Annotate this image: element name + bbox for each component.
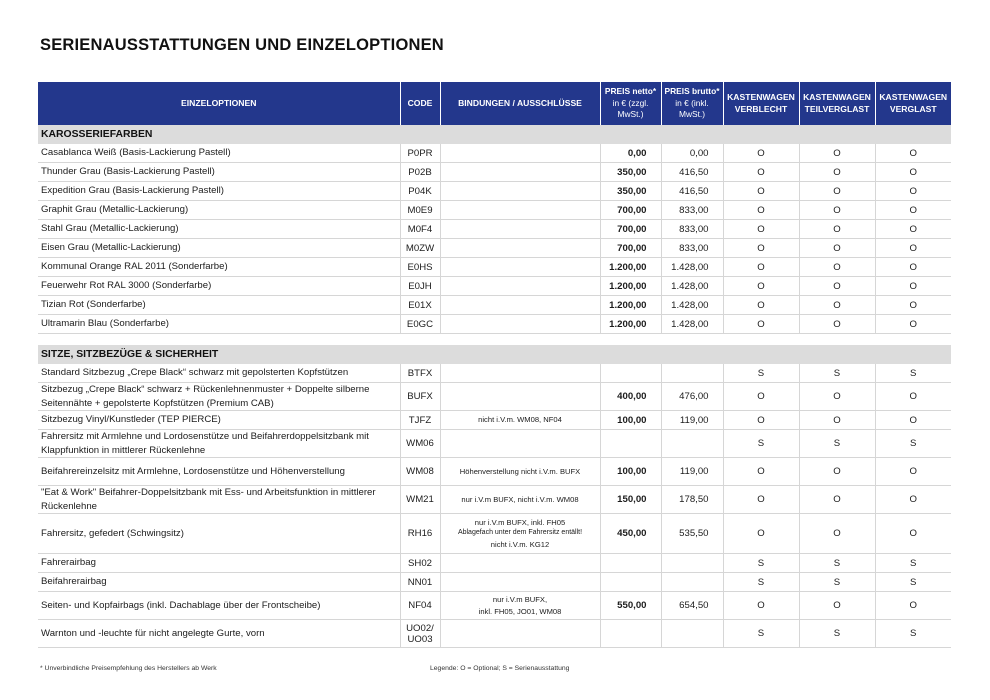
option-code: E0HS bbox=[400, 258, 440, 277]
code-line: UO02/ bbox=[406, 622, 434, 634]
option-code: E01X bbox=[400, 296, 440, 315]
option-binding bbox=[440, 514, 600, 554]
table-row bbox=[38, 514, 951, 554]
price-net: 400,00 bbox=[600, 383, 661, 411]
header-option: EINZELOPTIONEN bbox=[38, 82, 400, 125]
option-name: Fahrersitz mit Armlehne und Lordosenstütze und Beifahrerdoppelsitzbank mit Klappfunktion in mittlerer Rückenlehne bbox=[38, 430, 400, 458]
availability-verblecht: S bbox=[723, 430, 799, 458]
price-gross bbox=[661, 430, 723, 458]
option-name: Expedition Grau (Basis-Lackierung Pastell) bbox=[38, 182, 400, 201]
price-gross: 0,00 bbox=[661, 144, 723, 163]
option-binding bbox=[440, 592, 600, 620]
availability-teilverglast: O bbox=[799, 144, 875, 163]
table-row bbox=[38, 486, 951, 514]
option-binding bbox=[440, 315, 600, 334]
price-gross bbox=[661, 554, 723, 573]
availability-verblecht: S bbox=[723, 620, 799, 648]
option-binding bbox=[440, 620, 600, 648]
availability-verblecht: O bbox=[723, 458, 799, 486]
table-row bbox=[38, 163, 951, 182]
table-row bbox=[38, 182, 951, 201]
header-variant-verglast: KASTENWAGEN VERGLAST bbox=[875, 82, 951, 125]
table-row bbox=[38, 258, 951, 277]
availability-verglast: S bbox=[875, 364, 951, 383]
table-row bbox=[38, 620, 951, 648]
option-binding: nur i.V.m BUFX, nicht i.V.m. WM08 bbox=[440, 486, 600, 514]
option-name: Graphit Grau (Metallic-Lackierung) bbox=[38, 201, 400, 220]
price-net: 350,00 bbox=[600, 163, 661, 182]
table-row bbox=[38, 239, 951, 258]
availability-teilverglast: O bbox=[799, 486, 875, 514]
table-row bbox=[38, 592, 951, 620]
header-net-title: PREIS netto* bbox=[604, 86, 657, 97]
availability-teilverglast: S bbox=[799, 573, 875, 592]
price-net: 550,00 bbox=[600, 592, 661, 620]
option-name: Standard Sitzbezug „Crepe Black“ schwarz mit gepolsterten Kopfstützen bbox=[38, 364, 400, 383]
option-name: Sitzbezug Vinyl/Kunstleder (TEP PIERCE) bbox=[38, 411, 400, 430]
option-code: E0GC bbox=[400, 315, 440, 334]
table-row bbox=[38, 315, 951, 334]
availability-teilverglast: S bbox=[799, 554, 875, 573]
code-line: UO03 bbox=[407, 633, 433, 645]
availability-verblecht: O bbox=[723, 258, 799, 277]
header-net-price bbox=[600, 82, 661, 125]
header-gross-price bbox=[661, 82, 723, 125]
section-title: SITZE, SITZBEZÜGE & SICHERHEIT bbox=[38, 345, 951, 364]
section-header bbox=[38, 345, 951, 364]
option-code: M0E9 bbox=[400, 201, 440, 220]
option-name: Feuerwehr Rot RAL 3000 (Sonderfarbe) bbox=[38, 277, 400, 296]
availability-verglast: O bbox=[875, 277, 951, 296]
header-variant-verblecht: KASTENWAGEN VERBLECHT bbox=[723, 82, 799, 125]
option-code: WM08 bbox=[400, 458, 440, 486]
table-row bbox=[38, 383, 951, 411]
option-name: Beifahrereinzelsitz mit Armlehne, Lordosenstütze und Höhenverstellung bbox=[38, 458, 400, 486]
availability-verglast: S bbox=[875, 554, 951, 573]
option-code: WM21 bbox=[400, 486, 440, 514]
option-code: M0ZW bbox=[400, 239, 440, 258]
availability-teilverglast: O bbox=[799, 163, 875, 182]
price-net: 100,00 bbox=[600, 458, 661, 486]
availability-verblecht: O bbox=[723, 277, 799, 296]
option-name: Sitzbezug „Crepe Black“ schwarz + Rückenlehnenmuster + Doppelte silberne Seitennähte + gepolsterte Kopfstützen (Premium CAB) bbox=[38, 383, 400, 411]
option-name: Eisen Grau (Metallic-Lackierung) bbox=[38, 239, 400, 258]
option-name: Fahrerairbag bbox=[38, 554, 400, 573]
price-net: 150,00 bbox=[600, 486, 661, 514]
availability-verglast: O bbox=[875, 383, 951, 411]
price-gross: 654,50 bbox=[661, 592, 723, 620]
option-name: Beifahrerairbag bbox=[38, 573, 400, 592]
price-gross bbox=[661, 620, 723, 648]
page-title: SERIENAUSSTATTUNGEN UND EINZELOPTIONEN bbox=[40, 36, 444, 54]
price-gross: 833,00 bbox=[661, 201, 723, 220]
option-code: NN01 bbox=[400, 573, 440, 592]
availability-verblecht: O bbox=[723, 296, 799, 315]
option-code bbox=[400, 620, 440, 648]
price-gross bbox=[661, 573, 723, 592]
price-net: 450,00 bbox=[600, 514, 661, 554]
availability-verblecht: O bbox=[723, 239, 799, 258]
option-binding bbox=[440, 383, 600, 411]
table-row bbox=[38, 573, 951, 592]
footnote: * Unverbindliche Preisempfehlung des Herstellers ab Werk bbox=[40, 665, 217, 672]
option-name: Warnton und -leuchte für nicht angelegte Gurte, vorn bbox=[38, 620, 400, 648]
price-net bbox=[600, 364, 661, 383]
table-row bbox=[38, 277, 951, 296]
header-variant-teilverglast: KASTENWAGEN TEILVERGLAST bbox=[799, 82, 875, 125]
table-row bbox=[38, 458, 951, 486]
price-net bbox=[600, 620, 661, 648]
table-row bbox=[38, 364, 951, 383]
availability-teilverglast: O bbox=[799, 277, 875, 296]
section-header bbox=[38, 125, 951, 144]
price-table bbox=[38, 82, 951, 648]
legend: Legende: O = Optional; S = Serienausstattung bbox=[430, 665, 570, 672]
availability-teilverglast: O bbox=[799, 239, 875, 258]
option-name: Casablanca Weiß (Basis-Lackierung Pastell) bbox=[38, 144, 400, 163]
availability-teilverglast: O bbox=[799, 220, 875, 239]
availability-verblecht: S bbox=[723, 573, 799, 592]
option-binding: Höhenverstellung nicht i.V.m. BUFX bbox=[440, 458, 600, 486]
price-net: 0,00 bbox=[600, 144, 661, 163]
option-code: TJFZ bbox=[400, 411, 440, 430]
option-binding bbox=[440, 163, 600, 182]
price-net: 100,00 bbox=[600, 411, 661, 430]
availability-verblecht: O bbox=[723, 486, 799, 514]
availability-verglast: O bbox=[875, 258, 951, 277]
price-gross: 119,00 bbox=[661, 411, 723, 430]
option-code: P02B bbox=[400, 163, 440, 182]
availability-teilverglast: O bbox=[799, 458, 875, 486]
availability-teilverglast: O bbox=[799, 201, 875, 220]
availability-verblecht: O bbox=[723, 182, 799, 201]
option-code: M0F4 bbox=[400, 220, 440, 239]
availability-verblecht: O bbox=[723, 315, 799, 334]
header-code: CODE bbox=[400, 82, 440, 125]
option-code: SH02 bbox=[400, 554, 440, 573]
binding-line: inkl. FH05, JO01, WM08 bbox=[478, 606, 562, 616]
table-row bbox=[38, 554, 951, 573]
table-header-row bbox=[38, 82, 951, 125]
option-binding bbox=[440, 430, 600, 458]
section-title: KAROSSERIEFARBEN bbox=[38, 125, 951, 144]
option-binding bbox=[440, 144, 600, 163]
option-code: NF04 bbox=[400, 592, 440, 620]
option-name: Thunder Grau (Basis-Lackierung Pastell) bbox=[38, 163, 400, 182]
table-row bbox=[38, 430, 951, 458]
availability-teilverglast: S bbox=[799, 364, 875, 383]
availability-teilverglast: O bbox=[799, 258, 875, 277]
table-row bbox=[38, 220, 951, 239]
price-net: 1.200,00 bbox=[600, 258, 661, 277]
option-code: BTFX bbox=[400, 364, 440, 383]
option-binding: nicht i.V.m. WM08, NF04 bbox=[440, 411, 600, 430]
availability-teilverglast: O bbox=[799, 411, 875, 430]
section-spacer bbox=[38, 334, 951, 346]
availability-teilverglast: O bbox=[799, 182, 875, 201]
table-row bbox=[38, 144, 951, 163]
table-row bbox=[38, 296, 951, 315]
table-row bbox=[38, 411, 951, 430]
price-gross: 476,00 bbox=[661, 383, 723, 411]
price-net: 1.200,00 bbox=[600, 277, 661, 296]
price-gross: 1.428,00 bbox=[661, 315, 723, 334]
availability-verglast: O bbox=[875, 592, 951, 620]
availability-verglast: S bbox=[875, 620, 951, 648]
availability-verglast: S bbox=[875, 573, 951, 592]
availability-verglast: O bbox=[875, 163, 951, 182]
price-gross: 833,00 bbox=[661, 220, 723, 239]
option-binding bbox=[440, 182, 600, 201]
price-net: 700,00 bbox=[600, 220, 661, 239]
option-name: Seiten- und Kopfairbags (inkl. Dachablage über der Frontscheibe) bbox=[38, 592, 400, 620]
option-name: Ultramarin Blau (Sonderfarbe) bbox=[38, 315, 400, 334]
availability-verglast: O bbox=[875, 296, 951, 315]
binding-line: nur i.V.m BUFX, bbox=[492, 595, 548, 605]
availability-teilverglast: O bbox=[799, 592, 875, 620]
price-net: 1.200,00 bbox=[600, 315, 661, 334]
price-gross: 119,00 bbox=[661, 458, 723, 486]
availability-teilverglast: O bbox=[799, 514, 875, 554]
availability-teilverglast: O bbox=[799, 296, 875, 315]
option-binding bbox=[440, 573, 600, 592]
option-binding bbox=[440, 258, 600, 277]
option-binding bbox=[440, 277, 600, 296]
option-name: "Eat & Work" Beifahrer-Doppelsitzbank mit Ess- und Arbeitsfunktion in mittlerer Rückenlehne bbox=[38, 486, 400, 514]
binding-line: nicht i.V.m. KG12 bbox=[490, 539, 550, 549]
binding-line: nur i.V.m BUFX, inkl. FH05 bbox=[474, 517, 566, 527]
availability-verglast: O bbox=[875, 201, 951, 220]
availability-verglast: O bbox=[875, 411, 951, 430]
availability-verglast: O bbox=[875, 486, 951, 514]
availability-teilverglast: O bbox=[799, 315, 875, 334]
option-code: BUFX bbox=[400, 383, 440, 411]
option-name: Stahl Grau (Metallic-Lackierung) bbox=[38, 220, 400, 239]
price-net: 700,00 bbox=[600, 201, 661, 220]
price-gross: 1.428,00 bbox=[661, 258, 723, 277]
availability-verblecht: O bbox=[723, 592, 799, 620]
availability-teilverglast: S bbox=[799, 620, 875, 648]
price-gross bbox=[661, 364, 723, 383]
table-row bbox=[38, 201, 951, 220]
option-binding bbox=[440, 554, 600, 573]
availability-verblecht: O bbox=[723, 411, 799, 430]
option-name: Kommunal Orange RAL 2011 (Sonderfarbe) bbox=[38, 258, 400, 277]
price-net: 700,00 bbox=[600, 239, 661, 258]
availability-verblecht: S bbox=[723, 364, 799, 383]
option-binding bbox=[440, 201, 600, 220]
availability-verblecht: O bbox=[723, 514, 799, 554]
price-net: 1.200,00 bbox=[600, 296, 661, 315]
option-name: Tizian Rot (Sonderfarbe) bbox=[38, 296, 400, 315]
option-code: P0PR bbox=[400, 144, 440, 163]
availability-verblecht: O bbox=[723, 220, 799, 239]
option-binding bbox=[440, 220, 600, 239]
availability-verglast: O bbox=[875, 458, 951, 486]
availability-verblecht: O bbox=[723, 163, 799, 182]
price-net bbox=[600, 430, 661, 458]
availability-verblecht: S bbox=[723, 554, 799, 573]
option-code: P04K bbox=[400, 182, 440, 201]
availability-verblecht: O bbox=[723, 201, 799, 220]
price-gross: 178,50 bbox=[661, 486, 723, 514]
price-gross: 1.428,00 bbox=[661, 296, 723, 315]
header-gross-title: PREIS brutto* bbox=[664, 86, 720, 97]
availability-teilverglast: O bbox=[799, 383, 875, 411]
availability-verblecht: O bbox=[723, 383, 799, 411]
option-code: WM06 bbox=[400, 430, 440, 458]
option-name: Fahrersitz, gefedert (Schwingsitz) bbox=[38, 514, 400, 554]
availability-verglast: O bbox=[875, 220, 951, 239]
availability-verglast: S bbox=[875, 430, 951, 458]
header-gross-sub: in € (inkl. MwSt.) bbox=[675, 97, 709, 120]
option-code: E0JH bbox=[400, 277, 440, 296]
price-gross: 833,00 bbox=[661, 239, 723, 258]
option-binding bbox=[440, 239, 600, 258]
availability-verblecht: O bbox=[723, 144, 799, 163]
header-binding: BINDUNGEN / AUSSCHLÜSSE bbox=[440, 82, 600, 125]
price-gross: 535,50 bbox=[661, 514, 723, 554]
option-binding bbox=[440, 296, 600, 315]
option-binding bbox=[440, 364, 600, 383]
price-net: 350,00 bbox=[600, 182, 661, 201]
header-net-sub: in € (zzgl. MwSt.) bbox=[612, 97, 649, 120]
availability-verglast: O bbox=[875, 514, 951, 554]
availability-verglast: O bbox=[875, 182, 951, 201]
binding-line: Ablagefach unter dem Fahrersitz entällt! bbox=[457, 529, 583, 537]
price-net bbox=[600, 554, 661, 573]
availability-verglast: O bbox=[875, 239, 951, 258]
availability-verglast: O bbox=[875, 144, 951, 163]
availability-teilverglast: S bbox=[799, 430, 875, 458]
price-net bbox=[600, 573, 661, 592]
price-gross: 416,50 bbox=[661, 163, 723, 182]
availability-verglast: O bbox=[875, 315, 951, 334]
price-gross: 1.428,00 bbox=[661, 277, 723, 296]
price-gross: 416,50 bbox=[661, 182, 723, 201]
option-code: RH16 bbox=[400, 514, 440, 554]
